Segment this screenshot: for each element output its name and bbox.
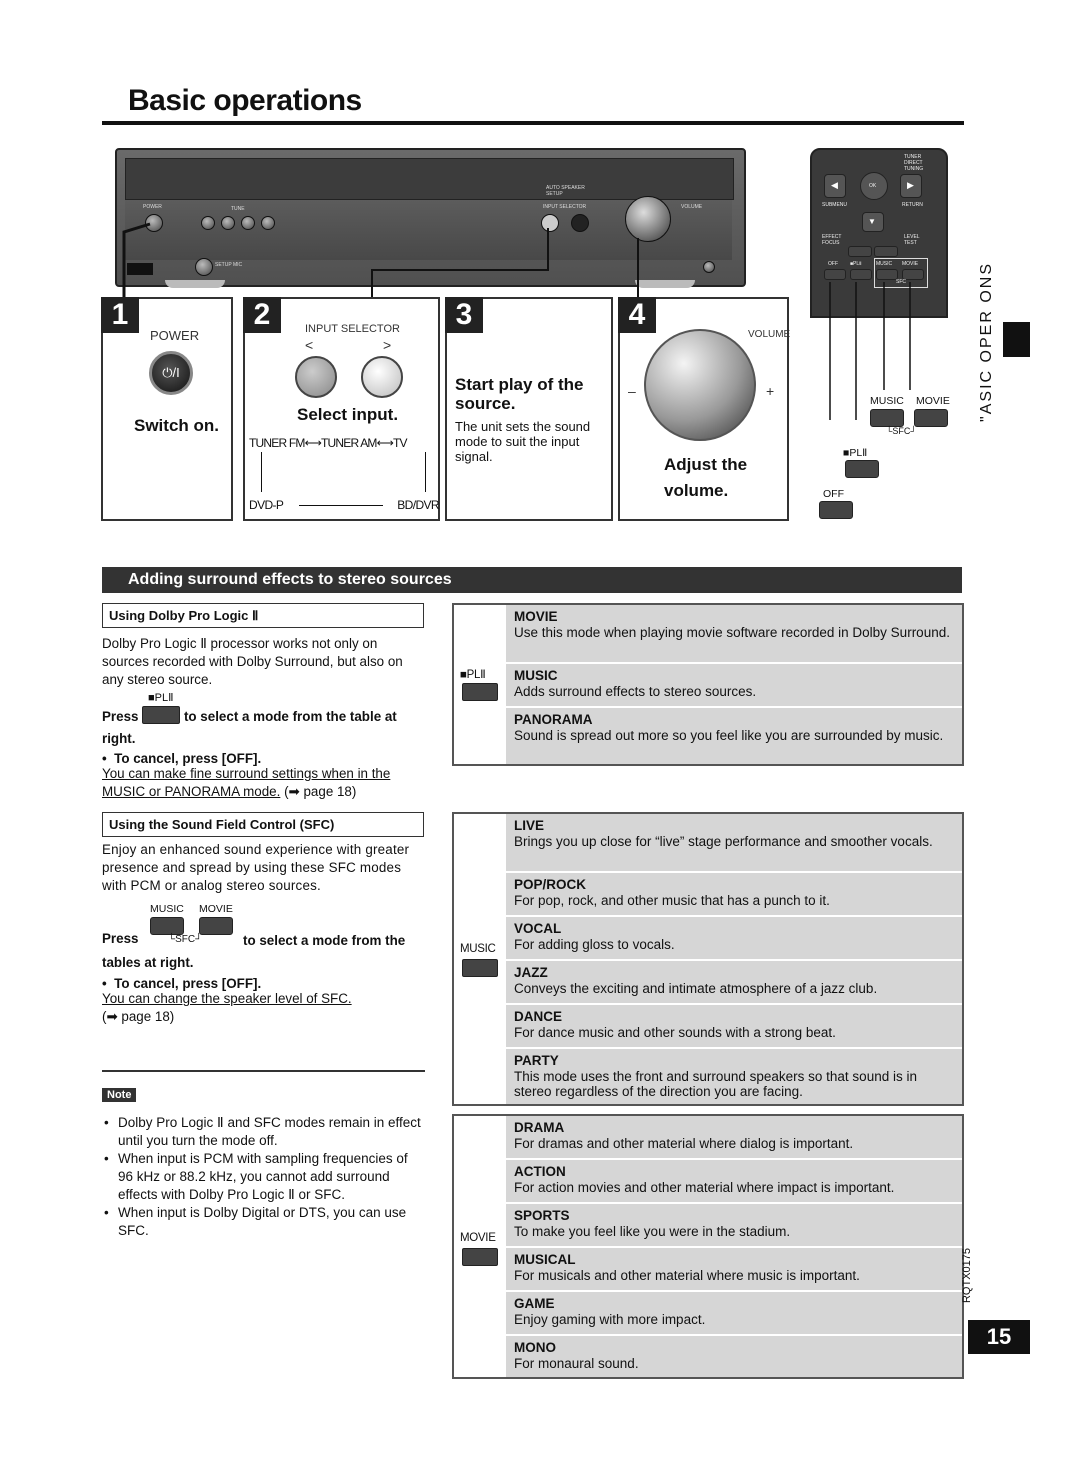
remote-ok-label: OK [869,183,877,189]
remote-minus-button[interactable] [848,246,872,257]
step-3-description: The unit sets the sound mode to suit the input signal. [455,419,591,464]
mode-desc: For dramas and other material where dialog is important. [514,1136,854,1151]
page-title: Basic operations [128,84,362,117]
callout-movie-label: MOVIE [916,395,950,407]
step-2-title: Select input. [297,405,399,424]
dolby-plii-button[interactable] [142,706,180,724]
movie-table-label: MOVIE [460,1232,496,1244]
plii-table-label-column [454,605,508,764]
input-flow-top [249,436,407,450]
mode-desc: Conveys the exciting and intimate atmosphere of a jazz club. [514,981,878,996]
volume-plus-label: + [766,383,775,399]
step-2-number: 2 [243,297,281,333]
dolby-link[interactable]: You can make fine surround settings when in the MUSIC or PANORAMA mode. [102,766,391,799]
remote-ok-button[interactable] [860,172,888,200]
note-item: • Dolby Pro Logic Ⅱ and SFC modes remain in effect until you turn the mode off. [102,1114,426,1150]
mode-desc: For pop, rock, and other music that has a punch to it. [514,893,830,908]
callout-sfc-label: └SFC┘ [886,426,917,436]
mode-row-musical [506,1248,962,1292]
remote-tuner-label: TUNER DIRECT TUNING [904,154,924,172]
sfc-press-word: Press [102,931,139,946]
sfc-group-text: SFC [175,934,196,945]
mode-name: PARTY [514,1053,559,1068]
auto-speaker-setup-label: AUTO SPEAKER SETUP [546,185,585,197]
mode-name: SPORTS [514,1208,570,1223]
remote-level-label: LEVEL TEST [904,234,920,246]
mode-row-vocal [506,917,962,961]
remote-return-label: RETURN [902,202,923,208]
step-2-box [243,297,440,521]
mode-row-panorama [506,708,962,764]
remote-plus-button[interactable] [874,246,898,257]
mode-name: LIVE [514,818,545,833]
sfc-group-label: └SFC┘ [168,934,203,945]
mode-row-party [506,1049,962,1104]
dolby-heading-box: Using Dolby Pro Logic Ⅱ [102,603,424,628]
remote-down-button[interactable] [862,212,884,232]
callout-off-button[interactable] [819,501,853,519]
document-code: RQTX0175 [961,1248,973,1304]
mode-name: POP/ROCK [514,877,587,892]
sfc-movie-label: MOVIE [199,903,233,915]
volume-knob-large[interactable] [644,329,756,441]
flow-arrow-icon: ⟷ [376,436,394,450]
setup-mic-label: SETUP MIC [215,262,243,268]
mode-name: DANCE [514,1009,563,1024]
movie-mode-table [452,1114,964,1379]
mode-row-movie [506,605,962,664]
sfc-music-label: MUSIC [150,903,184,915]
mode-row-live [506,814,962,873]
step-4-number: 4 [618,297,656,333]
plii-table-button[interactable] [462,683,498,701]
mode-row-pop-rock [506,873,962,917]
mode-desc: For action movies and other material where impact is important. [514,1180,895,1195]
callout-sfc-text: SFC [892,426,911,436]
step-3-box [445,297,613,521]
triangle-down-icon: ▼ [868,217,876,226]
mode-desc: This mode uses the front and surround speakers so that sound is in stereo regardless of the direction you are facing. [514,1069,917,1099]
mode-name: JAZZ [514,965,548,980]
plii-table-label: ■PLⅡ [460,669,486,681]
sfc-intro: Enjoy an enhanced sound experience with greater presence and spread by using these SFC modes with PCM or analog stereo sources. [102,842,410,893]
mode-row-music [506,664,962,708]
mode-row-dance [506,1005,962,1049]
mode-row-mono [506,1336,962,1377]
mode-name: PANORAMA [514,712,593,727]
step-1-title: Switch on. [134,416,219,435]
volume-label: VOLUME [681,204,703,210]
mode-name: MUSIC [514,668,558,683]
note-rule [102,1070,425,1072]
dolby-btn-label: ■PLⅡ [148,692,174,704]
power-button-large[interactable] [149,351,193,395]
bullet-icon: • [102,751,115,766]
mode-desc: To make you feel like you were in the stadium. [514,1224,791,1239]
flow-dvd-p: DVD-P [249,498,284,512]
triangle-left-icon: ◀ [831,180,838,190]
input-selector-up-button[interactable] [361,356,403,398]
sfc-cancel: To cancel, press [OFF]. [114,976,262,991]
section-heading: Adding surround effects to stereo sources [102,567,962,593]
tune-label: TUNE [231,206,245,212]
dolby-link-line [102,765,426,801]
mode-desc: Enjoy gaming with more impact. [514,1312,706,1327]
step-1-power-label: POWER [150,328,200,343]
step-3-number: 3 [445,297,483,333]
mode-desc: Use this mode when playing movie software recorded in Dolby Surround. [514,625,950,640]
note-item: • When input is PCM with sampling frequencies of 96 kHz or 88.2 kHz, you cannot add surround effects with Dolby Pro Logic Ⅱ or SFC. [102,1150,426,1204]
remote-off-label: OFF [828,261,838,267]
remote-plii-button[interactable] [850,269,872,280]
mode-name: MUSICAL [514,1252,576,1267]
dolby-press-word: Press [102,709,139,724]
step-4-box [618,297,789,521]
page-number: 15 [968,1320,1030,1354]
mode-name: MOVIE [514,609,558,624]
remote-sfc-label: SFC [896,279,906,285]
step-1-number: 1 [101,297,139,333]
step-4-title-line2: volume. [664,481,729,500]
callout-plii-label: ■PLⅡ [843,447,868,459]
mode-name: GAME [514,1296,555,1311]
mode-row-action [506,1160,962,1204]
callout-music-button[interactable] [870,409,904,427]
flow-tuner-fm: TUNER FM [249,436,305,450]
callout-movie-button[interactable] [914,409,948,427]
title-rule [102,121,964,125]
step-4-volume-label: VOLUME [748,329,791,340]
side-chapter-tab [1003,322,1030,357]
music-mode-table [452,812,964,1106]
mode-desc: For musicals and other material where music is important. [514,1268,860,1283]
sfc-press-rest: to select a mode from the tables at right. [102,933,406,970]
flow-line-right [425,452,426,492]
mode-name: DRAMA [514,1120,565,1135]
callout-music-label: MUSIC [870,395,904,407]
mode-row-drama [506,1116,962,1160]
sfc-link[interactable]: You can change the speaker level of SFC. [102,991,352,1006]
power-icon: ⏻/I [162,365,180,380]
remote-effect-label: EFFECT FOCUS [822,234,842,246]
movie-table-label-column [454,1116,508,1377]
dolby-link-ref: (➡ page 18) [284,784,357,799]
note-tag: Note [102,1088,136,1102]
step-1-box [101,297,233,521]
flow-arrow-icon: ⟷ [304,436,321,450]
input-selector-down-button[interactable] [295,356,337,398]
mode-desc: For adding gloss to vocals. [514,937,675,952]
flow-tuner-am: TUNER AM [321,436,377,450]
remote-music-label: MUSIC [876,261,893,267]
side-chapter-text: "ASIC OPER ONS [978,262,995,422]
remote-movie-label: MOVIE [902,261,919,267]
remote-right-button[interactable] [900,174,922,198]
input-flow-bottom [249,498,439,512]
mode-row-game [506,1292,962,1336]
power-label: POWER [143,204,162,210]
mode-desc: For dance music and other sounds with a strong beat. [514,1025,836,1040]
callout-plii-button[interactable] [845,460,879,478]
input-selector-label: INPUT SELECTOR [543,204,587,210]
flow-tv: TV [393,436,407,450]
movie-table-button[interactable] [462,1248,498,1266]
right-arrow-icon: > [383,337,392,353]
note-item: • When input is Dolby Digital or DTS, you can use SFC. [102,1204,426,1240]
triangle-right-icon: ▶ [907,180,914,190]
mode-desc: Brings you up close for “live” stage performance and smoother vocals. [514,834,933,849]
music-table-label: MUSIC [460,943,496,955]
remote-submenu-label: SUBMENU [822,202,848,208]
bullet-icon: • [102,976,115,991]
dolby-cancel: To cancel, press [OFF]. [114,751,262,766]
mode-desc: Adds surround effects to stereo sources. [514,684,757,699]
mode-desc: For monaural sound. [514,1356,639,1371]
remote-off-button[interactable] [824,269,846,280]
dolby-press-line [102,706,426,750]
music-table-button[interactable] [462,959,498,977]
mode-row-sports [506,1204,962,1248]
left-arrow-icon: < [305,337,314,353]
flow-arrow-line [299,505,383,506]
step-4-title-line1: Adjust the [664,455,748,474]
mode-name: ACTION [514,1164,566,1179]
remote-music-button[interactable] [876,269,898,280]
dolby-intro: Dolby Pro Logic Ⅱ processor works not only on sources recorded with Dolby Surround, but also on any stereo source. [102,636,403,687]
remote-left-button[interactable] [824,174,846,198]
flow-bd-dvr: BD/DVR [397,498,439,512]
mode-name: MONO [514,1340,556,1355]
volume-minus-label: – [628,383,636,399]
plii-mode-table [452,603,964,766]
note-list [102,1114,426,1240]
sfc-link-line [102,990,426,1008]
sfc-heading-box: Using the Sound Field Control (SFC) [102,812,424,837]
sfc-link-ref: (➡ page 18) [102,1009,175,1024]
flow-line-left [261,452,262,492]
step-2-input-selector-label: INPUT SELECTOR [305,323,400,335]
step-3-title: Start play of the source. [455,375,584,413]
mode-name: VOCAL [514,921,562,936]
mode-desc: Sound is spread out more so you feel like you are surrounded by music. [514,728,944,743]
remote-plii-label: ■PLⅡ [850,261,862,267]
mode-row-jazz [506,961,962,1005]
dolby-press-rest: to select a mode from the table at right. [102,709,397,746]
receiver-display [125,158,734,200]
music-table-label-column [454,814,508,1104]
callout-off-label: OFF [823,488,844,500]
